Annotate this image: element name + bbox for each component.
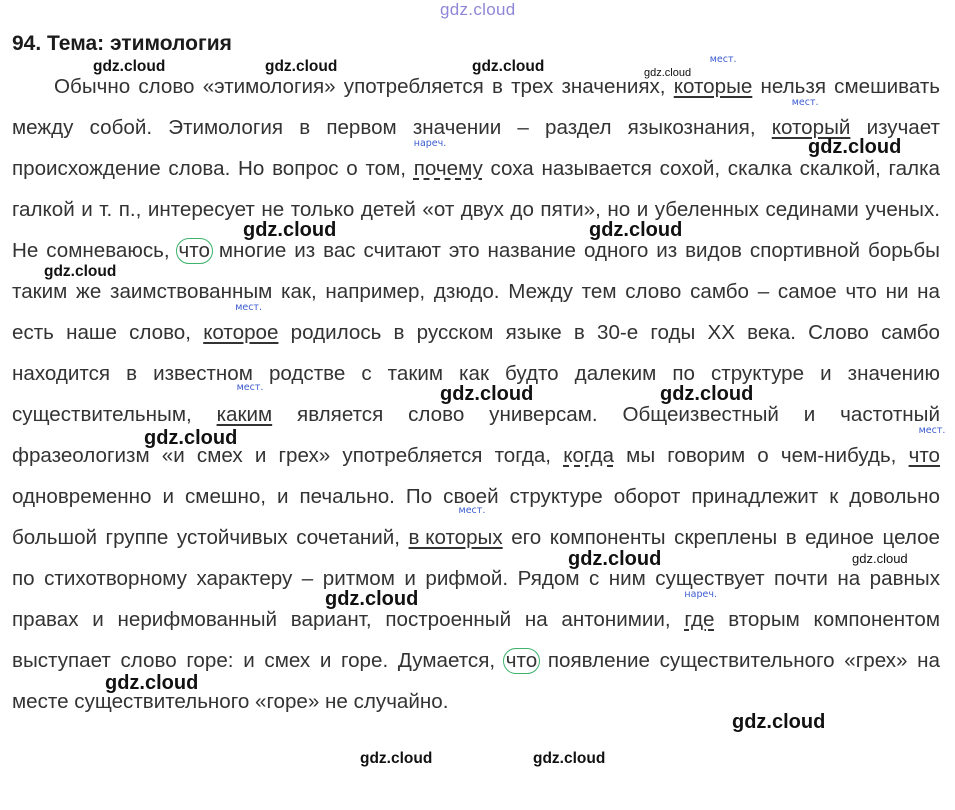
watermark: gdz.cloud [568, 548, 662, 570]
text-segment: вторым компонентом выступает слово горе: и смех и горе. Думается, [12, 608, 940, 672]
mest-label: мест. [791, 97, 819, 108]
adverb-pochemu: нареч. почему [413, 138, 483, 180]
mest-label: мест. [918, 425, 946, 436]
watermark: gdz.cloud [589, 219, 683, 241]
watermark: gdz.cloud [44, 263, 117, 280]
watermark: gdz.cloud [472, 58, 545, 75]
adverb-gde: нареч. где [684, 589, 717, 631]
pronoun-kotoryi: мест. который [771, 97, 851, 139]
conjunction-chto-circled-2: что [503, 648, 540, 674]
pronoun-chto: мест. что [908, 425, 946, 467]
mest-label: мест. [236, 382, 264, 393]
mest-label: мест. [709, 54, 737, 65]
narech-label: нареч. [684, 589, 717, 600]
pronoun-v-kotoryh: мест. в которых [408, 505, 503, 549]
adverb-kogda: когда [563, 444, 614, 467]
mest-label: мест. [235, 302, 262, 313]
watermark: gdz.cloud [852, 551, 908, 566]
watermark: gdz.cloud [644, 67, 692, 79]
watermark: gdz.cloud [105, 672, 199, 694]
watermark: gdz.cloud [93, 58, 166, 75]
watermark: gdz.cloud [265, 58, 338, 75]
watermark: gdz.cloud [243, 219, 337, 241]
text-segment: мы говорим о чем-нибудь, [626, 444, 897, 467]
text-segment: изучает происхождение слова. Но вопрос о том, [12, 116, 940, 180]
mest-label: мест. [458, 505, 486, 516]
text-segment: его компоненты скреплены в единое целое по стихотворному характеру – ритмом и рифмой. Рядом с ним существует почти на равных правах и нерифмованный вариант, построенный на антонимии, [12, 526, 940, 631]
pronoun-kakim: мест. каким [216, 382, 273, 426]
watermark: gdz.cloud [660, 383, 754, 405]
watermark-top: gdz.cloud [440, 0, 516, 19]
text-segment: родилось в русском языке в 30-е годы XX века. Слово самбо находится в известном родстве с таким как будто далеким по структуре и значению существительным, [12, 321, 940, 426]
text-segment: появление существительного «грех» на месте существительного «горе» не случайно. [12, 649, 940, 713]
watermark: gdz.cloud [440, 383, 534, 405]
watermark: gdz.cloud [144, 427, 238, 449]
watermark: gdz.cloud [533, 750, 606, 767]
text-segment: Обычно слово «этимология» употребляется в трех значениях, [54, 75, 666, 98]
pronoun-kotoroe: мест. которое [203, 302, 279, 344]
text-segment: многие из вас считают это название одного из видов спортивной борьбы таким же заимствованным как, например, дзюдо. Между тем слово самбо – самое что ни на есть наше слово, [12, 239, 940, 344]
pronoun-kotorye: мест. которые [673, 54, 753, 98]
watermark: gdz.cloud [325, 588, 419, 610]
conjunction-chto-circled: что [176, 238, 213, 264]
watermark: gdz.cloud [808, 136, 902, 158]
text-segment: соха называется сохой, скалка скалкой, галка галкой и т. п., интересует не только детей «от двух до пяти», но и убеленных сединами ученых. Не сомневаюсь, [12, 157, 940, 262]
text-segment: нельзя смешивать между собой. Этимология в первом значении – раздел языкознания, [12, 75, 940, 139]
text-segment: является слово универсам. Общеизвестный и частотный фразеологизм «и смех и грех» употребляется тогда, [12, 403, 940, 467]
text-segment: одновременно и смешно, и печально. По своей структуре оборот принадлежит к довольно большой группе устойчивых сочетаний, [12, 485, 940, 549]
watermark: gdz.cloud [732, 711, 826, 733]
exercise-title: 94. Тема: этимология [12, 32, 232, 55]
narech-label: нареч. [413, 138, 447, 149]
watermark: gdz.cloud [360, 750, 433, 767]
